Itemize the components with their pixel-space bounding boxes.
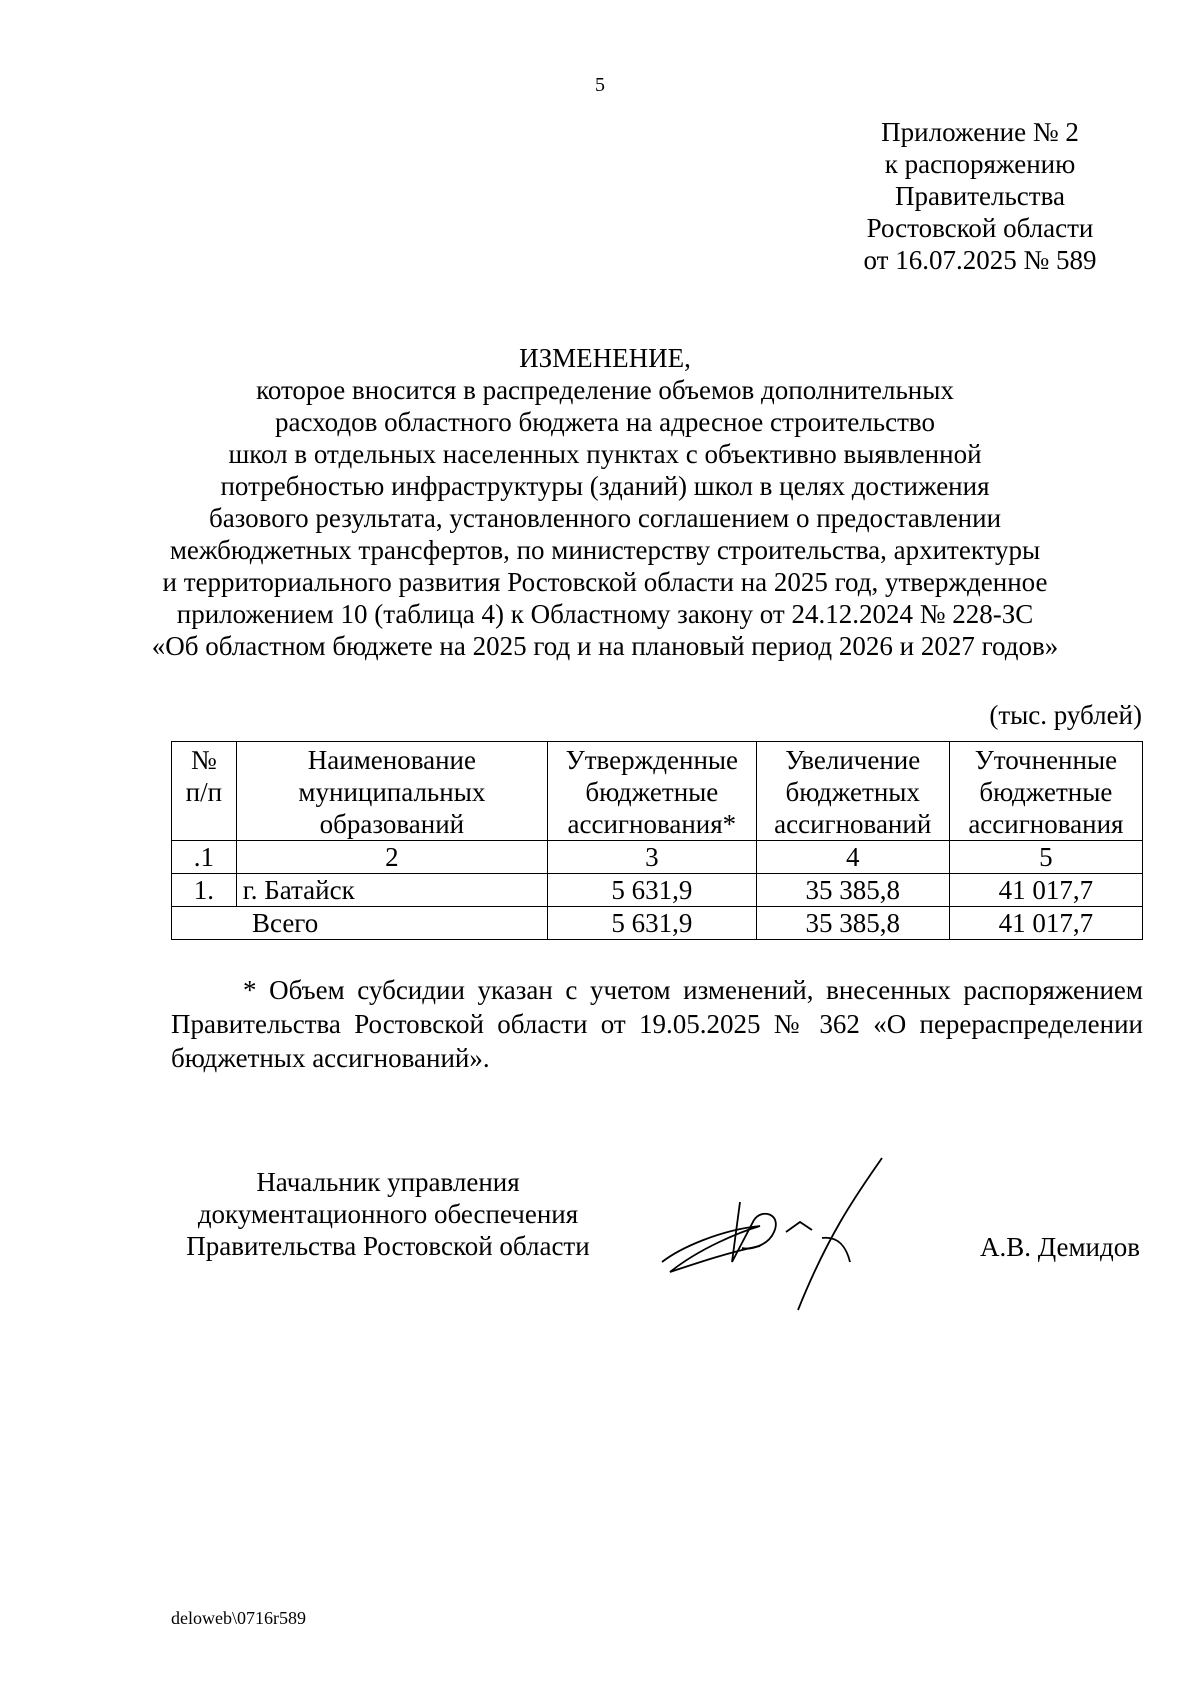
appendix-line: Приложение № 2 [881, 117, 1079, 147]
total-row [172, 907, 1143, 940]
title-line: «Об областном бюджете на 2025 год и на плановый период 2026 и 2027 годов» [151, 631, 1059, 661]
appendix-line: Ростовской области [866, 213, 1094, 243]
column-number: 5 [949, 841, 1142, 874]
row-revised: 41 017,7 [949, 874, 1142, 907]
header-number: № п/п [172, 742, 237, 841]
title-line: школ в отдельных населенных пунктах с объективно выявленной [228, 439, 982, 469]
title-line: и территориального развития Ростовской области на 2025 год, утвержденное [162, 567, 1048, 597]
column-number: 3 [548, 841, 757, 874]
title-line: расходов областного бюджета на адресное строительство [275, 407, 935, 437]
column-number: .1 [172, 841, 237, 874]
signer-title-line: Правительства Ростовской области [186, 1231, 590, 1261]
appendix-line: от 16.07.2025 № 589 [863, 245, 1097, 275]
signature-image [650, 1150, 940, 1320]
document-title [130, 342, 1080, 662]
page-number: 5 [595, 74, 605, 96]
total-label: Всего [172, 907, 548, 940]
table-header-row [172, 742, 1143, 841]
title-line: потребностью инфраструктуры (зданий) школ в целях достижения [220, 471, 990, 501]
total-approved: 5 631,9 [548, 907, 757, 940]
row-municipality: г. Батайск [236, 874, 547, 907]
budget-table [171, 741, 1143, 940]
signer-name: А.В. Демидов [979, 1232, 1140, 1262]
row-increase: 35 385,8 [756, 874, 949, 907]
signer-title-line: Начальник управления [256, 1167, 520, 1197]
footer-code: deloweb\0716r589 [171, 1608, 306, 1628]
title-heading: ИЗМЕНЕНИЕ, [519, 343, 691, 373]
column-number: 4 [756, 841, 949, 874]
appendix-block [830, 116, 1130, 276]
column-number-row [172, 841, 1143, 874]
title-line: базового результата, установленного соглашением о предоставлении [208, 503, 1002, 533]
header-municipality: Наименование муниципальных образований [236, 742, 547, 841]
table-row [172, 874, 1143, 907]
total-revised: 41 017,7 [949, 907, 1142, 940]
footnote: * Объем субсидии указан с учетом изменений, внесенных распоряжением Правительства Ростовской области от 19.05.2025 № 362 «О перераспределении бюджетных ассигнований». [171, 975, 1143, 1073]
appendix-line: Правительства [895, 181, 1065, 211]
column-number: 2 [236, 841, 547, 874]
signer-title [168, 1166, 608, 1262]
units-label: (тыс. рублей) [989, 700, 1142, 730]
signer-title-line: документационного обеспечения [197, 1199, 579, 1229]
title-line: которое вносится в распределение объемов дополнительных [256, 375, 954, 405]
total-increase: 35 385,8 [756, 907, 949, 940]
title-line: приложением 10 (таблица 4) к Областному закону от 24.12.2024 № 228-ЗС [176, 599, 1034, 629]
header-approved: Утвержденные бюджетные ассигнования* [548, 742, 757, 841]
row-number: 1. [172, 874, 237, 907]
header-revised: Уточненные бюджетные ассигнования [949, 742, 1142, 841]
appendix-line: к распоряжению [884, 149, 1076, 179]
title-line: межбюджетных трансфертов, по министерству строительства, архитектуры [169, 535, 1041, 565]
header-increase: Увеличение бюджетных ассигнований [756, 742, 949, 841]
row-approved: 5 631,9 [548, 874, 757, 907]
